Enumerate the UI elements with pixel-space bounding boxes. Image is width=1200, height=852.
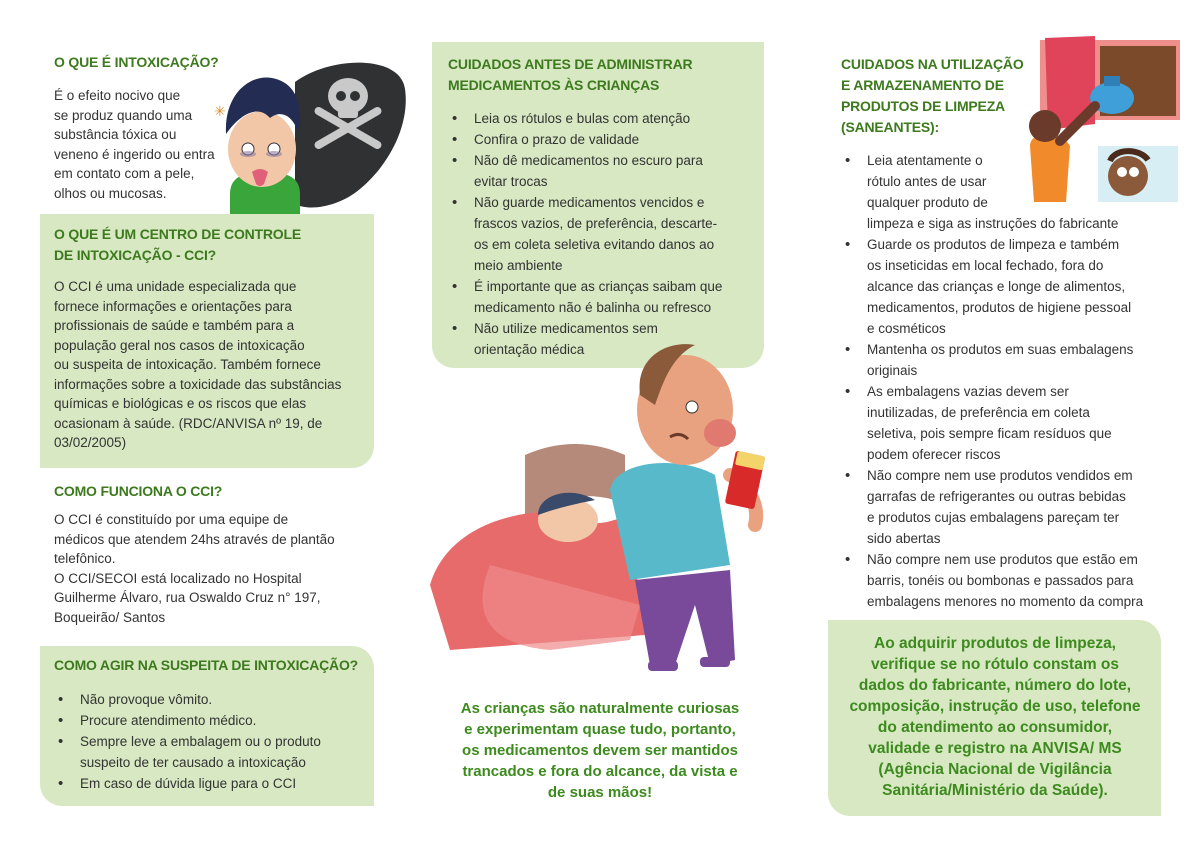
list-item: • Guarde os produtos de limpeza e também os inseticidas em local fechado, fora do alcance das crianças e longe de alimentos, medicamentos, produtos de higiene pessoal e cosméticos: [841, 234, 1159, 339]
list-item: • Sempre leve a embalagem ou o produto suspeito de ter causado a intoxicação: [54, 731, 364, 773]
text-intoxication-definition: É o efeito nocivo que se produz quando uma substância tóxica ou veneno é ingerido ou entra em contato com a pele, olhos ou mucosas.: [54, 88, 215, 201]
heading-how-cci-works: COMO FUNCIONA O CCI?: [54, 483, 223, 499]
list-item: • Não dê medicamentos no escuro para evitar trocas: [448, 150, 758, 192]
heading-how-to-act: COMO AGIR NA SUSPEITA DE INTOXICAÇÃO?: [54, 657, 358, 673]
heading-medication-care: CUIDADOS ANTES DE ADMINISTRAR MEDICAMENTOS ÀS CRIANÇAS: [448, 56, 693, 93]
list-item: • Não compre nem use produtos vendidos em garrafas de refrigerantes ou outras bebidas e produtos cujas embalagens pareçam ter sido abertas: [841, 465, 1159, 549]
list-item: • É importante que as crianças saibam que medicamento não é balinha ou refresco: [448, 276, 758, 318]
list-item: • Leia os rótulos e bulas com atenção: [448, 108, 758, 129]
list-item: • Em caso de dúvida ligue para o CCI: [54, 773, 364, 794]
list-item: • Não guarde medicamentos vencidos e frascos vazios, de preferência, descarte- os em coleta seletiva evitando danos ao meio ambiente: [448, 192, 758, 276]
list-cleaning-products: [841, 150, 1159, 612]
sleeping-child-icon: [538, 493, 598, 542]
list-item: • Confira o prazo de validade: [448, 129, 758, 150]
sick-boy-skull-illustration: [200, 54, 410, 214]
heading-what-is-intoxication: O QUE É INTOXICAÇÃO?: [54, 54, 219, 70]
list-how-to-act: [54, 689, 364, 794]
list-item: • Mantenha os produtos em suas embalagens originais: [841, 339, 1159, 381]
bed-icon: [430, 444, 645, 650]
list-item: • Não provoque vômito.: [54, 689, 364, 710]
sick-boy-icon: [214, 77, 300, 214]
list-item: • Leia atentamente o rótulo antes de usar qualquer produto de limpeza e siga as instruções do fabricante: [841, 150, 1159, 234]
callout-children-curious: As crianças são naturalmente curiosas e experimentam quase tudo, portanto, os medicamentos devem ser mantidos trancados e fora do alcance, da vista e de suas mãos!: [460, 700, 740, 801]
list-item: • As embalagens vazias devem ser inutilizadas, de preferência em coleta seletiva, pois sempre ficam resíduos que podem oferecer riscos: [841, 381, 1159, 465]
heading-cleaning-products: CUIDADOS NA UTILIZAÇÃO E ARMAZENAMENTO DE PRODUTOS DE LIMPEZA (SANEANTES):: [841, 56, 1024, 135]
list-item: • Procure atendimento médico.: [54, 710, 364, 731]
list-medication-care: [448, 108, 758, 360]
man-with-medicine-illustration: [430, 335, 780, 680]
list-item: • Não utilize medicamentos sem orientação médica: [448, 318, 758, 360]
svg-text:✳: ✳: [214, 104, 226, 120]
callout-label-check: Ao adquirir produtos de limpeza, verifique se no rótulo constam os dados do fabricante, número do lote, composição, instrução de uso, telefone do atendimento ao consumidor, validade e registro na ANVISA/ MS (Agência Nacional de Vigilância Sanitária/Ministério da Saúde).: [849, 635, 1141, 799]
text-what-is-cci: O CCI é uma unidade especializada que fornece informações e orientações para profissionais de saúde e também para a população geral nos casos de intoxicação ou suspeita de intoxicação. Também fornece informações sobre a toxicidade das substâncias químicas e biológicas e os riscos que elas ocasionam à saúde. (RDC/ANVISA nº 19, de 03/02/2005): [54, 279, 342, 450]
heading-what-is-cci: O QUE É UM CENTRO DE CONTROLE DE INTOXICAÇÃO - CCI?: [54, 226, 301, 263]
list-item: • Não compre nem use produtos que estão em barris, tonéis ou bombonas e passados para embalagens menores no momento da compra: [841, 549, 1159, 612]
text-how-cci-works: O CCI é constituído por uma equipe de médicos que atendem 24hs através de plantão telefônico. O CCI/SECOI está localizado no Hospital Guilherme Álvaro, rua Oswaldo Cruz n° 197, Boqueirão/ Santos: [54, 512, 335, 625]
